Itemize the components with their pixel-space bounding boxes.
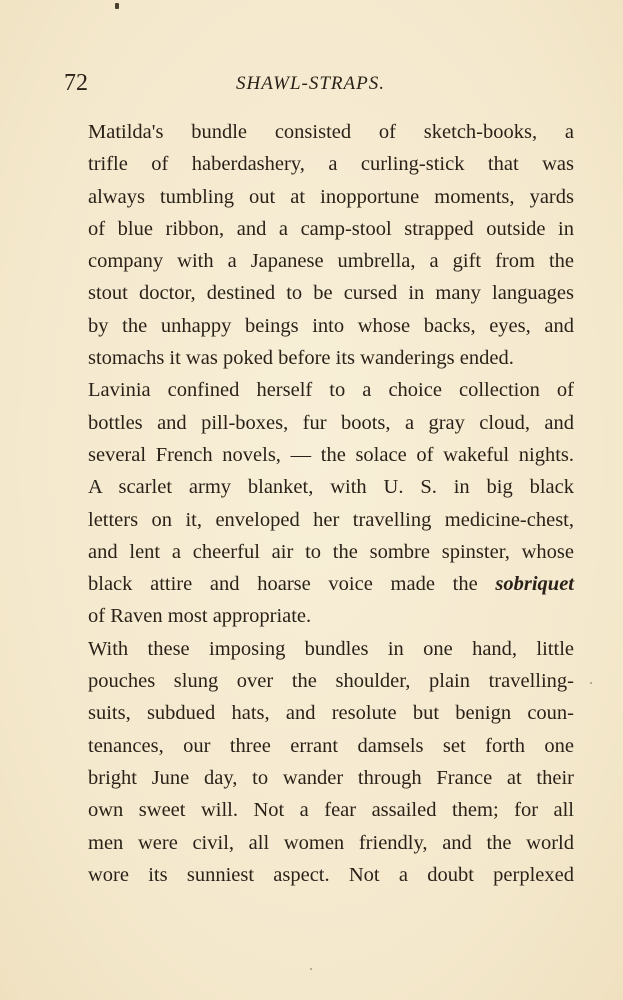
text-line: suits, subdued hats, and resolute but benign coun-: [88, 702, 574, 725]
text-line: several French novels, — the solace of wakeful nights.: [88, 443, 574, 466]
italic-word: sobriquet: [495, 573, 575, 596]
text-line: stomachs it was poked before its wanderings ended.: [88, 347, 514, 370]
text-line: men were civil, all women friendly, and the world: [88, 831, 574, 854]
text-line: letters on it, enveloped her travelling medicine-chest,: [88, 508, 574, 531]
text-line: trifle of haberdashery, a curling-stick that was: [88, 153, 574, 176]
text-line: own sweet will. Not a fear assailed them; for all: [88, 799, 574, 822]
ink-speck: [310, 968, 312, 970]
running-head: SHAWL-STRAPS.: [236, 73, 385, 94]
body-text: [64, 116, 574, 891]
text-line: bottles and pill-boxes, fur boots, a gray cloud, and: [88, 411, 574, 434]
text-line: [64, 568, 574, 600]
text-line: stout doctor, destined to be cursed in many languages: [88, 282, 574, 305]
text-line: bright June day, to wander through France at their: [88, 766, 574, 789]
text-line: by the unhappy beings into whose backs, eyes, and: [88, 314, 574, 337]
paragraph-1: [64, 116, 574, 374]
page-header: [64, 70, 584, 100]
text-line: pouches slung over the shoulder, plain travelling-: [88, 670, 574, 693]
text-line: always tumbling out at inopportune moments, yards: [88, 185, 574, 208]
text-line: Matilda's bundle consisted of sketch-books, a: [88, 121, 574, 143]
text-line: With these imposing bundles in one hand, little: [88, 637, 574, 660]
paragraph-3: [64, 633, 574, 891]
text-line-part: black attire and hoarse voice made the: [88, 573, 478, 596]
text-line: tenances, our three errant damsels set forth one: [88, 734, 574, 757]
ink-speck: [590, 682, 592, 684]
text-line: A scarlet army blanket, with U. S. in big black: [88, 476, 574, 499]
text-line: of Raven most appropriate.: [88, 605, 312, 628]
text-line: company with a Japanese umbrella, a gift from the: [88, 250, 574, 273]
page-number: 72: [64, 70, 88, 96]
paragraph-2: [64, 374, 574, 632]
text-line: and lent a cheerful air to the sombre spinster, whose: [88, 540, 574, 563]
text-line: of blue ribbon, and a camp-stool strapped outside in: [88, 217, 574, 240]
ink-speck: [115, 3, 119, 9]
text-line: Lavinia confined herself to a choice collection of: [88, 379, 574, 402]
text-line: wore its sunniest aspect. Not a doubt perplexed: [88, 863, 574, 886]
